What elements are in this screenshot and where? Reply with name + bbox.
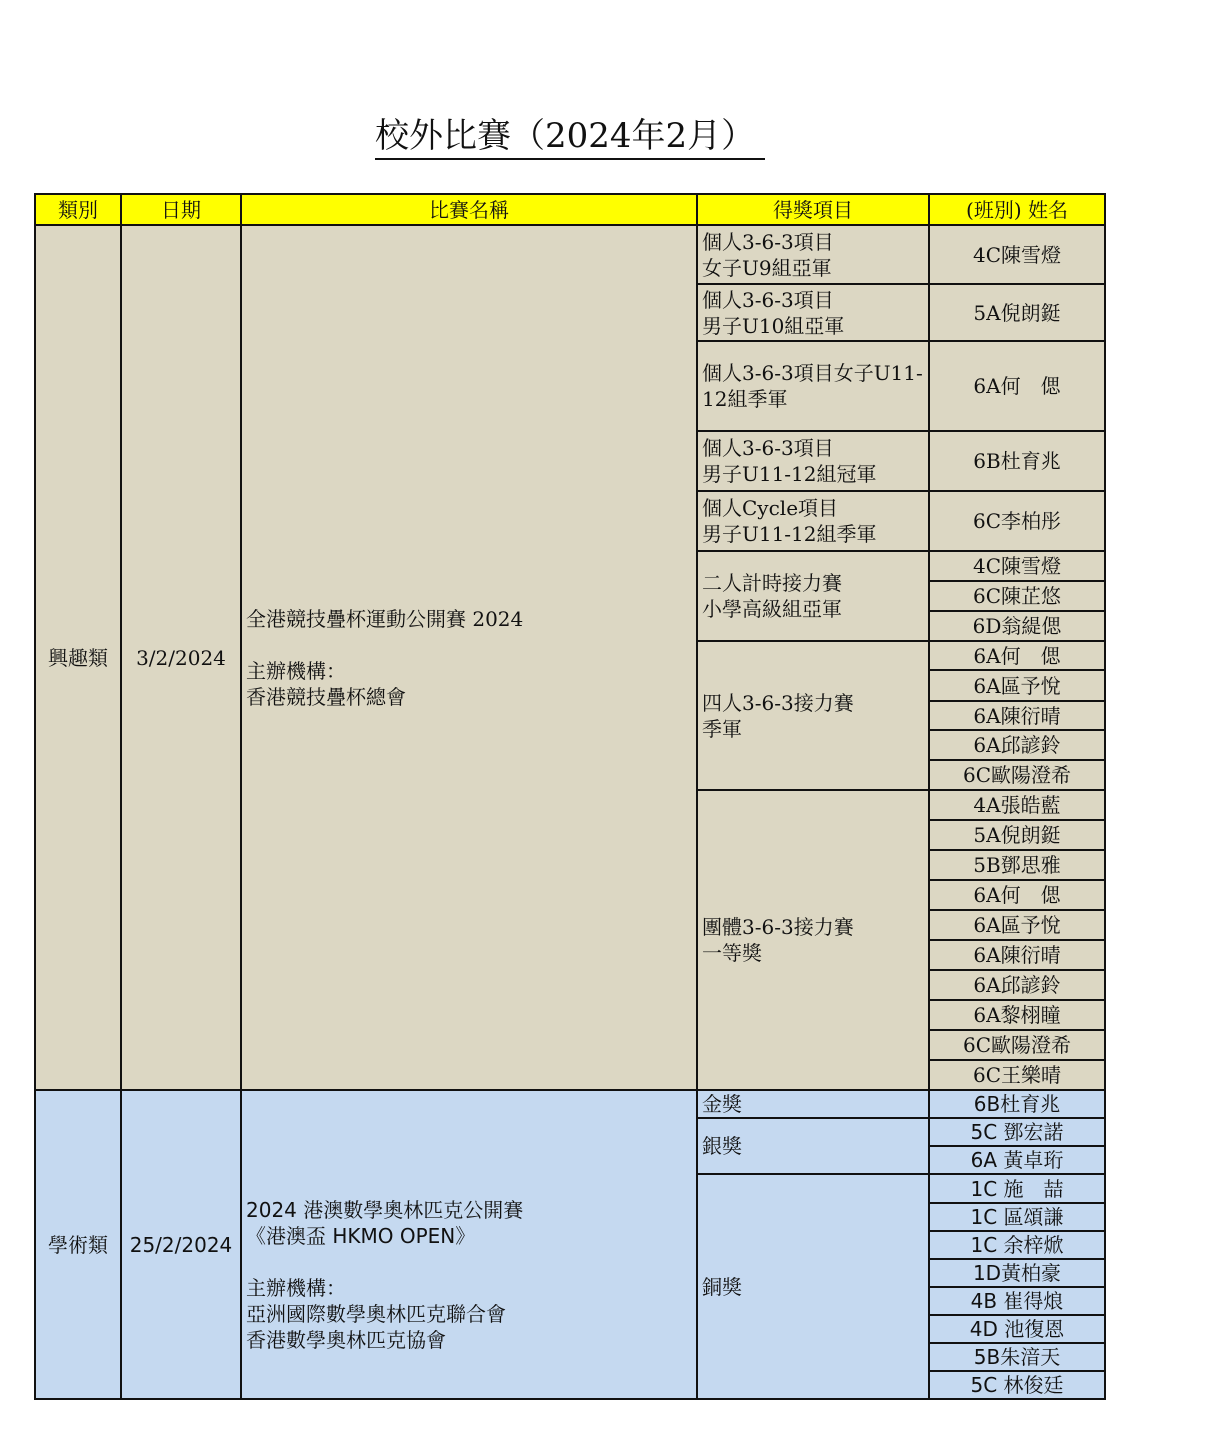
text-line: 2024 港澳數學奧林匹克公開賽 xyxy=(246,1197,524,1222)
student-name-cell: 6A陳衍晴 xyxy=(929,701,1105,730)
text-line: 金獎 xyxy=(702,1092,742,1116)
text-line: 二人計時接力賽 xyxy=(702,571,842,595)
student-name-cell: 4B 崔得烺 xyxy=(929,1287,1105,1315)
student-name-cell: 5C 鄧宏諾 xyxy=(929,1118,1105,1146)
header-competition: 比賽名稱 xyxy=(241,194,697,225)
award-cell xyxy=(697,491,929,551)
student-name-cell: 4C陳雪燈 xyxy=(929,551,1105,581)
award-cell xyxy=(697,641,929,790)
date-cell: 3/2/2024 xyxy=(121,225,241,1090)
student-name-cell: 6C歐陽澄希 xyxy=(929,760,1105,790)
student-name-cell: 6A邱諺鈴 xyxy=(929,970,1105,1000)
award-cell xyxy=(697,431,929,491)
header-name: (班別) 姓名 xyxy=(929,194,1105,225)
awards-table xyxy=(34,193,1106,1400)
page-title: 校外比賽（2024年2月） xyxy=(375,116,765,160)
student-name-cell: 4A張皓藍 xyxy=(929,790,1105,820)
student-name-cell: 6A黎栩瞳 xyxy=(929,1000,1105,1030)
text-line: 個人3-6-3項目 xyxy=(702,436,834,460)
text-line: 香港競技疊杯總會 xyxy=(246,684,406,709)
award-cell xyxy=(697,225,929,284)
competition-cell xyxy=(241,225,697,1090)
student-name-cell: 6B杜育兆 xyxy=(929,1090,1105,1118)
text-line: 一等獎 xyxy=(702,941,762,965)
table-row xyxy=(35,225,1105,284)
student-name-cell: 6B杜育兆 xyxy=(929,431,1105,491)
text-line: 女子U9組亞軍 xyxy=(702,255,832,280)
competition-cell xyxy=(241,1090,697,1399)
student-name-cell: 6A區予悅 xyxy=(929,910,1105,940)
student-name-cell: 6C歐陽澄希 xyxy=(929,1030,1105,1060)
student-name-cell: 5C 林俊廷 xyxy=(929,1371,1105,1399)
student-name-cell: 6D翁緹偲 xyxy=(929,611,1105,641)
text-line: 銅獎 xyxy=(702,1274,742,1299)
award-cell xyxy=(697,551,929,641)
student-name-cell: 6C王樂晴 xyxy=(929,1060,1105,1090)
award-cell xyxy=(697,1174,929,1399)
student-name-cell: 4C陳雪燈 xyxy=(929,225,1105,284)
text-line: 個人Cycle項目 xyxy=(702,496,839,520)
header-date: 日期 xyxy=(121,194,241,225)
text-line: 《港澳盃 HKMO OPEN》 xyxy=(246,1223,476,1248)
text-line: 香港數學奧林匹克協會 xyxy=(246,1327,446,1352)
student-name-cell: 5B鄧思雅 xyxy=(929,850,1105,880)
header-award: 得獎項目 xyxy=(697,194,929,225)
award-cell xyxy=(697,1118,929,1174)
text-line: 男子U11-12組季軍 xyxy=(702,522,877,546)
student-name-cell: 1D黃柏豪 xyxy=(929,1259,1105,1287)
text-line: 12組季軍 xyxy=(702,387,788,411)
text-line: 個人3-6-3項目 xyxy=(702,229,834,254)
student-name-cell: 6A陳衍晴 xyxy=(929,940,1105,970)
award-cell xyxy=(697,341,929,431)
text-line: 亞洲國際數學奧林匹克聯合會 xyxy=(246,1301,506,1326)
student-name-cell: 6C李柏彤 xyxy=(929,491,1105,551)
student-name-cell: 5A倪朗鋌 xyxy=(929,820,1105,850)
student-name-cell: 1C 區頌謙 xyxy=(929,1203,1105,1231)
student-name-cell: 6A邱諺鈴 xyxy=(929,730,1105,760)
text-line: 季軍 xyxy=(702,716,742,741)
student-name-cell: 1C 施 喆 xyxy=(929,1174,1105,1203)
text-line: 主辦機構： xyxy=(246,1275,346,1300)
student-name-cell: 5B朱湆天 xyxy=(929,1343,1105,1371)
text-line: 銀獎 xyxy=(702,1134,742,1158)
student-name-cell: 6A何 偲 xyxy=(929,880,1105,910)
text-line: 四人3-6-3接力賽 xyxy=(702,690,854,715)
student-name-cell: 5A倪朗鋌 xyxy=(929,284,1105,341)
category-cell: 興趣類 xyxy=(35,225,121,1090)
award-cell xyxy=(697,790,929,1090)
award-cell xyxy=(697,284,929,341)
text-line: 小學高級組亞軍 xyxy=(702,597,842,621)
text-line: 個人3-6-3項目 xyxy=(702,287,834,312)
header-row xyxy=(35,194,1105,225)
text-line: 男子U11-12組冠軍 xyxy=(702,462,877,486)
date-cell: 25/2/2024 xyxy=(121,1090,241,1399)
text-line: 個人3-6-3項目女子U11- xyxy=(702,361,923,385)
text-line: 男子U10組亞軍 xyxy=(702,313,845,338)
student-name-cell: 6A何 偲 xyxy=(929,341,1105,431)
header-category: 類別 xyxy=(35,194,121,225)
text-line: 全港競技疊杯運動公開賽 2024 xyxy=(246,606,524,631)
text-line: 主辦機構： xyxy=(246,658,346,683)
student-name-cell: 6A區予悅 xyxy=(929,670,1105,701)
category-cell: 學術類 xyxy=(35,1090,121,1399)
table-row xyxy=(35,1090,1105,1118)
student-name-cell: 4D 池復恩 xyxy=(929,1315,1105,1343)
student-name-cell: 6A 黃卓珩 xyxy=(929,1146,1105,1174)
student-name-cell: 6A何 偲 xyxy=(929,641,1105,670)
text-line: 團體3-6-3接力賽 xyxy=(702,915,854,939)
award-cell xyxy=(697,1090,929,1118)
student-name-cell: 6C陳芷悠 xyxy=(929,581,1105,611)
student-name-cell: 1C 余梓焮 xyxy=(929,1231,1105,1259)
